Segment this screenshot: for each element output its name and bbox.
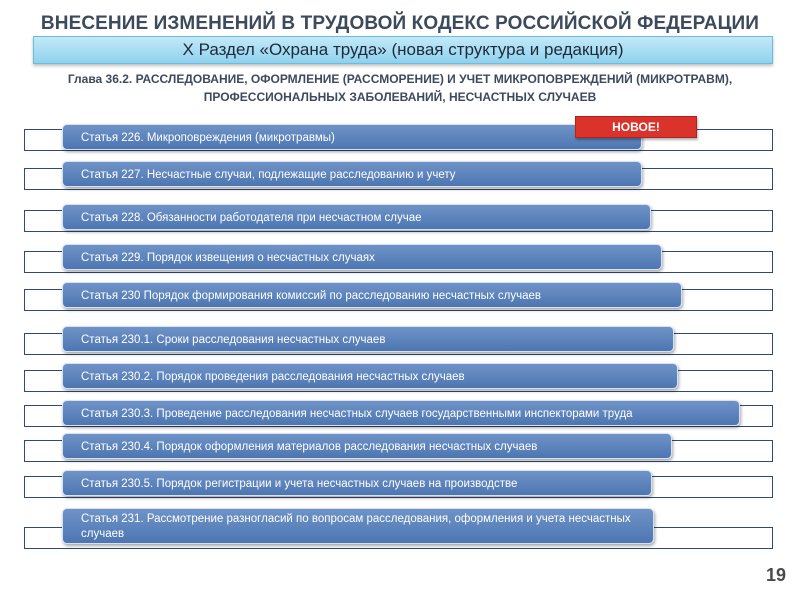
article-230-5-item[interactable]: Статья 230.5. Порядок регистрации и учета несчастных случаев на производстве: [62, 470, 652, 496]
article-230-item[interactable]: Статья 230 Порядок формирования комиссий по расследованию несчастных случаев: [62, 282, 682, 308]
chapter-heading-line2: ПРОФЕССИОНАЛЬНЫХ ЗАБОЛЕВАНИЙ, НЕСЧАСТНЫХ СЛУЧАЕВ: [203, 90, 597, 104]
new-badge: НОВОЕ!: [575, 116, 697, 138]
page-title: ВНЕСЕНИЕ ИЗМЕНЕНИЙ В ТРУДОВОЙ КОДЕКС РОССИЙСКОЙ ФЕДЕРАЦИИ: [40, 13, 760, 34]
chapter-heading: [0, 70, 800, 106]
article-230-4-item[interactable]: Статья 230.4. Порядок оформления материалов расследования несчастных случаев: [62, 433, 672, 459]
article-226-item[interactable]: Статья 226. Микроповреждения (микротравмы): [62, 124, 642, 150]
section-banner: X Раздел «Охрана труда» (новая структура и редакция): [33, 36, 773, 64]
article-230-3-item[interactable]: Статья 230.3. Проведение расследования несчастных случаев государственными инспекторами труда: [62, 400, 740, 426]
chapter-heading-line1: Глава 36.2. РАССЛЕДОВАНИЕ, ОФОРМЛЕНИЕ (РАССМОРЕНИЕ) И УЧЕТ МИКРОПОВРЕЖДЕНИЙ (МИКРОТРАВМ),: [67, 72, 733, 86]
article-230-2-item[interactable]: Статья 230.2. Порядок проведения расследования несчастных случаев: [62, 363, 678, 389]
article-228-item[interactable]: Статья 228. Обязанности работодателя при несчастном случае: [62, 204, 651, 230]
article-231-item[interactable]: Статья 231. Рассмотрение разногласий по вопросам расследования, оформления и учета несчастных случаев: [62, 508, 654, 544]
article-230-1-item[interactable]: Статья 230.1. Сроки расследования несчастных случаев: [62, 326, 674, 352]
page-number: 19: [765, 565, 786, 585]
article-227-item[interactable]: Статья 227. Несчастные случаи, подлежащие расследованию и учету: [62, 161, 642, 187]
article-229-item[interactable]: Статья 229. Порядок извещения о несчастных случаях: [62, 244, 662, 270]
